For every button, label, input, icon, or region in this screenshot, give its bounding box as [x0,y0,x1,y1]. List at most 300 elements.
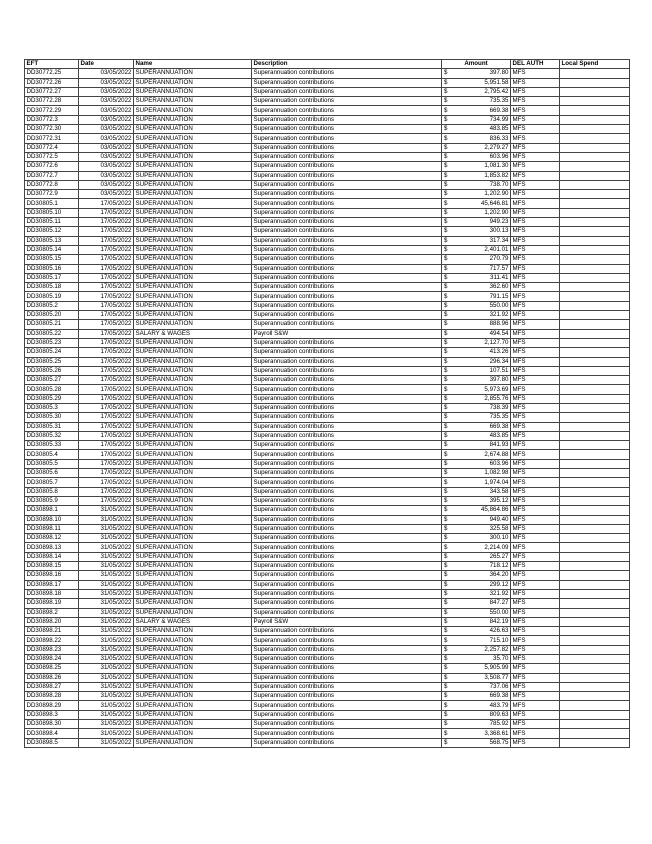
cell-name: SUPERANNUATION [134,738,252,747]
cell-description: Superannuation contributions [252,162,442,171]
table-row [25,245,630,254]
cell-date: 17/05/2022 [79,441,134,450]
cell-description: Superannuation contributions [252,403,442,412]
amount-value: 397.80 [489,69,509,77]
cell-eft: DD30898.20 [25,617,79,626]
header-row [25,60,630,69]
table-row [25,589,630,598]
cell-description: Superannuation contributions [252,180,442,189]
cell-local-spend [560,264,630,273]
table-row [25,97,630,106]
cell-del-auth: MFS [511,357,560,366]
cell-eft: DD30772.4 [25,143,79,152]
currency-symbol: $ [444,413,448,421]
cell-name: SUPERANNUATION [134,320,252,329]
cell-description: Superannuation contributions [252,283,442,292]
cell-del-auth: MFS [511,69,560,78]
cell-date: 31/05/2022 [79,506,134,515]
cell-date: 31/05/2022 [79,589,134,598]
cell-del-auth: MFS [511,692,560,701]
cell-amount [442,338,511,347]
col-header-local-spend: Local Spend [560,60,630,69]
currency-symbol: $ [444,385,448,393]
currency-symbol: $ [444,506,448,514]
cell-description: Superannuation contributions [252,115,442,124]
cell-local-spend [560,357,630,366]
cell-del-auth: MFS [511,115,560,124]
cell-description: Superannuation contributions [252,664,442,673]
table-row [25,190,630,199]
cell-amount [442,366,511,375]
cell-date: 17/05/2022 [79,208,134,217]
cell-amount [442,729,511,738]
cell-eft: DD30772.6 [25,162,79,171]
cell-date: 17/05/2022 [79,469,134,478]
cell-eft: DD30772.7 [25,171,79,180]
cell-local-spend [560,106,630,115]
table-row [25,171,630,180]
cell-name: SUPERANNUATION [134,348,252,357]
table-row [25,450,630,459]
cell-local-spend [560,394,630,403]
cell-eft: DD30898.30 [25,720,79,729]
cell-eft: DD30805.8 [25,487,79,496]
amount-value: 3,368.61 [484,729,509,737]
cell-del-auth: MFS [511,729,560,738]
table-row [25,617,630,626]
currency-symbol: $ [444,143,448,151]
cell-amount [442,571,511,580]
cell-local-spend [560,608,630,617]
cell-date: 31/05/2022 [79,682,134,691]
cell-del-auth: MFS [511,636,560,645]
cell-name: SUPERANNUATION [134,450,252,459]
table-row [25,106,630,115]
cell-del-auth: MFS [511,190,560,199]
currency-symbol: $ [444,469,448,477]
cell-description: Superannuation contributions [252,152,442,161]
amount-value: 550.00 [489,301,509,309]
cell-local-spend [560,496,630,505]
cell-name: SUPERANNUATION [134,608,252,617]
amount-value: 949.23 [489,218,509,226]
cell-description: Superannuation contributions [252,589,442,598]
cell-del-auth: MFS [511,97,560,106]
currency-symbol: $ [444,655,448,663]
cell-name: SUPERANNUATION [134,710,252,719]
cell-del-auth: MFS [511,608,560,617]
amount-value: 1,202.90 [484,190,509,198]
cell-date: 31/05/2022 [79,617,134,626]
cell-name: SUPERANNUATION [134,413,252,422]
amount-value: 735.35 [489,413,509,421]
cell-description: Superannuation contributions [252,608,442,617]
cell-date: 17/05/2022 [79,366,134,375]
table-row [25,255,630,264]
cell-eft: DD30772.26 [25,78,79,87]
cell-eft: DD30898.11 [25,524,79,533]
cell-date: 03/05/2022 [79,106,134,115]
cell-date: 17/05/2022 [79,431,134,440]
cell-name: SUPERANNUATION [134,589,252,598]
cell-eft: DD30772.9 [25,190,79,199]
cell-eft: DD30898.16 [25,571,79,580]
cell-local-spend [560,543,630,552]
amount-value: 2,401.01 [484,246,509,254]
table-row [25,552,630,561]
amount-value: 343.58 [489,487,509,495]
cell-description: Superannuation contributions [252,357,442,366]
currency-symbol: $ [444,664,448,672]
cell-eft: DD30772.31 [25,134,79,143]
cell-description: Superannuation contributions [252,729,442,738]
cell-eft: DD30898.29 [25,701,79,710]
amount-value: 397.80 [489,376,509,384]
cell-name: SUPERANNUATION [134,255,252,264]
cell-del-auth: MFS [511,320,560,329]
currency-symbol: $ [444,246,448,254]
cell-del-auth: MFS [511,627,560,636]
amount-value: 483.85 [489,432,509,440]
cell-name: SUPERANNUATION [134,580,252,589]
cell-local-spend [560,478,630,487]
cell-local-spend [560,627,630,636]
cell-description: Superannuation contributions [252,264,442,273]
amount-value: 107.51 [489,366,509,374]
cell-description: Superannuation contributions [252,487,442,496]
cell-local-spend [560,720,630,729]
cell-name: SUPERANNUATION [134,441,252,450]
cell-date: 31/05/2022 [79,599,134,608]
amount-value: 888.96 [489,320,509,328]
table-row [25,199,630,208]
cell-del-auth: MFS [511,376,560,385]
cell-eft: DD30805.33 [25,441,79,450]
cell-del-auth: MFS [511,580,560,589]
cell-description: Superannuation contributions [252,292,442,301]
cell-name: SUPERANNUATION [134,682,252,691]
table-row [25,273,630,282]
cell-description: Superannuation contributions [252,320,442,329]
cell-date: 31/05/2022 [79,738,134,747]
cell-description: Superannuation contributions [252,515,442,524]
cell-description: Superannuation contributions [252,673,442,682]
cell-amount [442,664,511,673]
table-row [25,496,630,505]
cell-date: 31/05/2022 [79,664,134,673]
cell-del-auth: MFS [511,125,560,134]
cell-name: SUPERANNUATION [134,478,252,487]
cell-amount [442,422,511,431]
cell-eft: DD30805.12 [25,227,79,236]
cell-description: Superannuation contributions [252,97,442,106]
currency-symbol: $ [444,69,448,77]
amount-value: 35.70 [493,655,509,663]
cell-del-auth: MFS [511,208,560,217]
cell-local-spend [560,162,630,171]
cell-amount [442,255,511,264]
cell-local-spend [560,171,630,180]
cell-name: SUPERANNUATION [134,311,252,320]
cell-description: Payroll S&W [252,329,442,338]
amount-value: 45,864.86 [480,506,509,514]
cell-description: Superannuation contributions [252,552,442,561]
cell-local-spend [560,571,630,580]
cell-amount [442,562,511,571]
cell-local-spend [560,580,630,589]
col-header-del-auth: DEL AUTH [511,60,560,69]
cell-description: Superannuation contributions [252,143,442,152]
currency-symbol: $ [444,329,448,337]
cell-eft: DD30805.25 [25,357,79,366]
cell-description: Superannuation contributions [252,599,442,608]
table-row [25,208,630,217]
cell-date: 17/05/2022 [79,413,134,422]
currency-symbol: $ [444,394,448,402]
table-row [25,431,630,440]
cell-description: Superannuation contributions [252,459,442,468]
currency-symbol: $ [444,608,448,616]
cell-description: Superannuation contributions [252,496,442,505]
cell-amount [442,115,511,124]
cell-eft: DD30772.28 [25,97,79,106]
cell-name: SUPERANNUATION [134,599,252,608]
cell-amount [442,413,511,422]
cell-del-auth: MFS [511,245,560,254]
cell-del-auth: MFS [511,441,560,450]
table-row [25,376,630,385]
amount-value: 1,202.90 [484,208,509,216]
cell-amount [442,394,511,403]
table-row [25,69,630,78]
cell-del-auth: MFS [511,394,560,403]
currency-symbol: $ [444,562,448,570]
cell-local-spend [560,218,630,227]
cell-name: SUPERANNUATION [134,431,252,440]
cell-description: Payroll S&W [252,617,442,626]
cell-name: SUPERANNUATION [134,487,252,496]
cell-name: SUPERANNUATION [134,218,252,227]
cell-amount [442,738,511,747]
cell-local-spend [560,87,630,96]
amount-value: 2,279.27 [484,143,509,151]
cell-del-auth: MFS [511,589,560,598]
cell-amount [442,69,511,78]
currency-symbol: $ [444,571,448,579]
transactions-table [24,59,630,748]
cell-local-spend [560,422,630,431]
amount-value: 5,905.99 [484,664,509,672]
currency-symbol: $ [444,348,448,356]
amount-value: 325.58 [489,524,509,532]
cell-date: 17/05/2022 [79,496,134,505]
cell-local-spend [560,301,630,310]
cell-date: 31/05/2022 [79,580,134,589]
cell-date: 17/05/2022 [79,311,134,320]
amount-value: 842.19 [489,617,509,625]
table-row [25,627,630,636]
cell-del-auth: MFS [511,338,560,347]
amount-value: 300.10 [489,534,509,542]
cell-name: SUPERANNUATION [134,627,252,636]
cell-local-spend [560,255,630,264]
table-row [25,338,630,347]
table-row [25,524,630,533]
currency-symbol: $ [444,645,448,653]
cell-name: SUPERANNUATION [134,506,252,515]
amount-value: 362.60 [489,283,509,291]
currency-symbol: $ [444,78,448,86]
cell-eft: DD30805.6 [25,469,79,478]
cell-description: Superannuation contributions [252,106,442,115]
cell-amount [442,245,511,254]
table-row [25,441,630,450]
cell-name: SUPERANNUATION [134,645,252,654]
cell-amount [442,636,511,645]
amount-value: 270.79 [489,255,509,263]
cell-name: SUPERANNUATION [134,236,252,245]
cell-date: 31/05/2022 [79,645,134,654]
amount-value: 426.63 [489,627,509,635]
currency-symbol: $ [444,301,448,309]
cell-name: SUPERANNUATION [134,106,252,115]
cell-del-auth: MFS [511,292,560,301]
cell-description: Superannuation contributions [252,87,442,96]
cell-name: SUPERANNUATION [134,692,252,701]
cell-name: SUPERANNUATION [134,636,252,645]
cell-description: Superannuation contributions [252,125,442,134]
currency-symbol: $ [444,311,448,319]
table-row [25,478,630,487]
col-header-name: Name [134,60,252,69]
cell-date: 17/05/2022 [79,348,134,357]
cell-amount [442,515,511,524]
currency-symbol: $ [444,515,448,523]
cell-amount [442,710,511,719]
amount-value: 321.92 [489,311,509,319]
cell-eft: DD30805.9 [25,496,79,505]
cell-amount [442,311,511,320]
cell-del-auth: MFS [511,450,560,459]
amount-value: 847.27 [489,599,509,607]
cell-date: 17/05/2022 [79,218,134,227]
cell-date: 17/05/2022 [79,320,134,329]
amount-value: 669.38 [489,422,509,430]
cell-del-auth: MFS [511,506,560,515]
cell-date: 03/05/2022 [79,180,134,189]
cell-date: 31/05/2022 [79,720,134,729]
cell-date: 17/05/2022 [79,227,134,236]
cell-date: 17/05/2022 [79,459,134,468]
cell-eft: DD30805.19 [25,292,79,301]
cell-name: SUPERANNUATION [134,190,252,199]
cell-local-spend [560,190,630,199]
cell-del-auth: MFS [511,645,560,654]
currency-symbol: $ [444,218,448,226]
cell-description: Superannuation contributions [252,422,442,431]
amount-value: 550.00 [489,608,509,616]
table-row [25,320,630,329]
cell-del-auth: MFS [511,264,560,273]
table-row [25,738,630,747]
cell-name: SUPERANNUATION [134,403,252,412]
currency-symbol: $ [444,534,448,542]
cell-local-spend [560,152,630,161]
cell-amount [442,450,511,459]
cell-local-spend [560,645,630,654]
cell-amount [442,301,511,310]
currency-symbol: $ [444,729,448,737]
currency-symbol: $ [444,487,448,495]
cell-eft: DD30772.27 [25,87,79,96]
cell-description: Superannuation contributions [252,636,442,645]
cell-del-auth: MFS [511,413,560,422]
table-row [25,515,630,524]
cell-date: 03/05/2022 [79,69,134,78]
cell-local-spend [560,552,630,561]
cell-description: Superannuation contributions [252,366,442,375]
table-row [25,301,630,310]
cell-date: 03/05/2022 [79,152,134,161]
table-row [25,422,630,431]
currency-symbol: $ [444,236,448,244]
cell-date: 17/05/2022 [79,376,134,385]
cell-amount [442,459,511,468]
cell-eft: DD30898.10 [25,515,79,524]
cell-date: 31/05/2022 [79,534,134,543]
currency-symbol: $ [444,134,448,142]
amount-value: 603.96 [489,153,509,161]
cell-local-spend [560,599,630,608]
currency-symbol: $ [444,683,448,691]
table-row [25,227,630,236]
cell-local-spend [560,692,630,701]
cell-local-spend [560,311,630,320]
cell-description: Superannuation contributions [252,701,442,710]
cell-name: SUPERANNUATION [134,78,252,87]
cell-local-spend [560,199,630,208]
currency-symbol: $ [444,171,448,179]
cell-local-spend [560,385,630,394]
cell-local-spend [560,245,630,254]
amount-value: 494.54 [489,329,509,337]
cell-del-auth: MFS [511,496,560,505]
currency-symbol: $ [444,599,448,607]
cell-del-auth: MFS [511,422,560,431]
cell-name: SUPERANNUATION [134,385,252,394]
cell-date: 31/05/2022 [79,515,134,524]
cell-amount [442,87,511,96]
cell-name: SUPERANNUATION [134,469,252,478]
cell-local-spend [560,115,630,124]
amount-value: 45,646.81 [480,199,509,207]
cell-amount [442,496,511,505]
cell-name: SUPERANNUATION [134,283,252,292]
cell-local-spend [560,403,630,412]
currency-symbol: $ [444,88,448,96]
table-row [25,459,630,468]
cell-description: Superannuation contributions [252,645,442,654]
cell-description: Superannuation contributions [252,376,442,385]
cell-name: SUPERANNUATION [134,515,252,524]
cell-amount [442,199,511,208]
cell-date: 03/05/2022 [79,162,134,171]
cell-eft: DD30772.30 [25,125,79,134]
cell-amount [442,236,511,245]
cell-description: Superannuation contributions [252,218,442,227]
cell-eft: DD30898.5 [25,738,79,747]
cell-date: 31/05/2022 [79,701,134,710]
